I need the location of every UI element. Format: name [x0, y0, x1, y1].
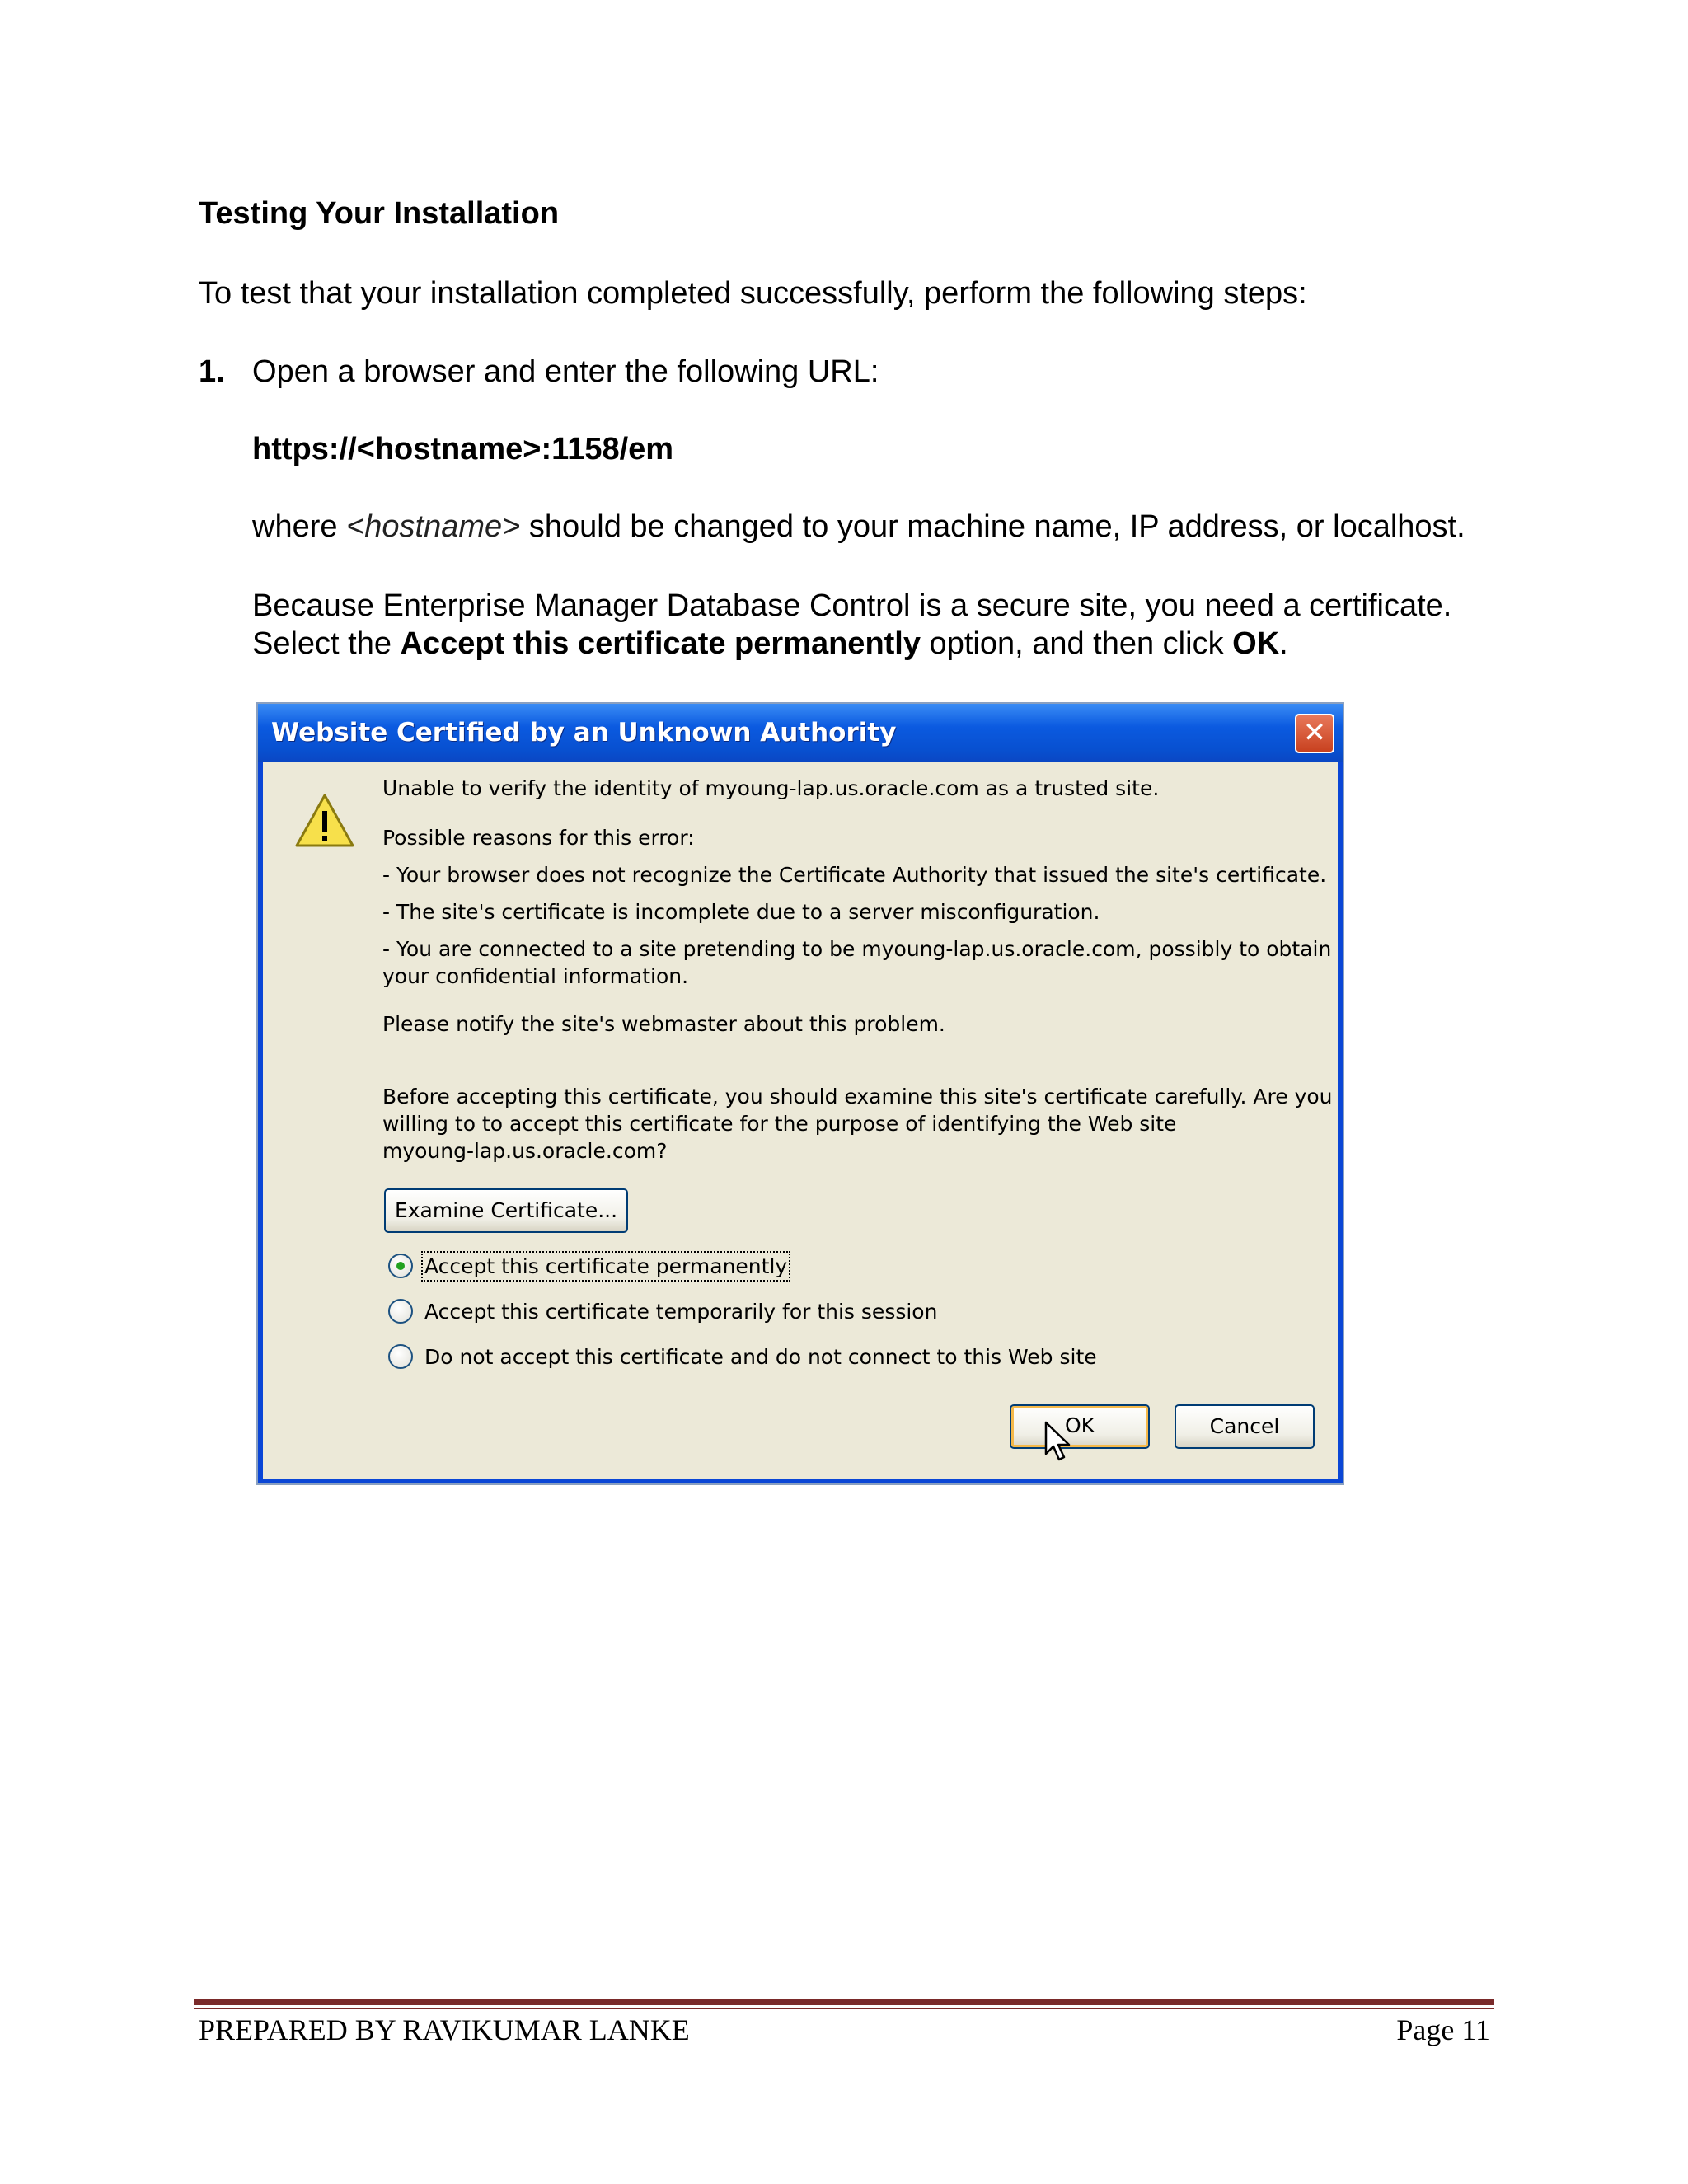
close-icon[interactable]: ✕ [1295, 714, 1334, 753]
reason-3-line-1: - You are connected to a site pretending to be myoung-lap.us.oracle.com, possibly to obtain [382, 937, 1332, 961]
radio-label[interactable]: Do not accept this certificate and do not connect to this Web site [424, 1345, 1097, 1369]
unable-text: Unable to verify the identity of myoung-lap.us.oracle.com as a trusted site. [382, 776, 1160, 800]
before-line-1: Before accepting this certificate, you should examine this site's certificate carefully. Are you [382, 1085, 1333, 1108]
dialog-client-area [263, 762, 1338, 1479]
because-end: . [1279, 626, 1288, 661]
where-paragraph [252, 508, 1465, 546]
dialog-titlebar[interactable] [258, 704, 1343, 762]
hostname-placeholder: <hostname> [346, 509, 521, 544]
because-paragraph [252, 587, 1451, 663]
where-prefix: where [252, 509, 347, 544]
because-prefix: Select the [252, 626, 401, 661]
radio-button-checked[interactable] [388, 1254, 413, 1278]
intro-paragraph: To test that your installation completed successfully, perform the following steps: [199, 276, 1307, 311]
section-heading: Testing Your Installation [199, 196, 560, 231]
before-line-2: willing to to accept this certificate for the purpose of identifying the Web site [382, 1112, 1177, 1136]
step-text: Open a browser and enter the following URL: [252, 354, 879, 389]
where-suffix: should be changed to your machine name, IP address, or localhost. [520, 509, 1465, 544]
examine-certificate-button[interactable]: Examine Certificate... [384, 1188, 628, 1233]
radio-button[interactable] [388, 1299, 413, 1324]
step-number: 1. [199, 354, 225, 389]
warning-icon [294, 793, 355, 849]
before-line-3: myoung-lap.us.oracle.com? [382, 1139, 668, 1163]
reason-1: - Your browser does not recognize the Certificate Authority that issued the site's certificate. [382, 863, 1327, 887]
dialog-title: Website Certified by an Unknown Authority [271, 718, 897, 748]
radio-button[interactable] [388, 1344, 413, 1369]
footer-rule-thick [194, 1999, 1494, 2005]
radio-label[interactable]: Accept this certificate permanently [424, 1254, 788, 1278]
option-name: Accept this certificate permanently [400, 626, 921, 661]
because-line-1: Because Enterprise Manager Database Control is a secure site, you need a certificate. [252, 588, 1452, 623]
reason-3-line-2: your confidential information. [382, 964, 689, 988]
because-mid: option, and then click [921, 626, 1233, 661]
reason-2: - The site's certificate is incomplete due to a server misconfiguration. [382, 900, 1100, 924]
radio-label[interactable]: Accept this certificate temporarily for this session [424, 1300, 938, 1324]
url-text: https://<hostname>:1158/em [252, 432, 674, 466]
cancel-button[interactable]: Cancel [1175, 1404, 1315, 1449]
mouse-pointer-icon [1044, 1421, 1072, 1462]
footer-author: PREPARED BY RAVIKUMAR LANKE [199, 2013, 690, 2046]
ok-button[interactable]: OK [1010, 1404, 1150, 1449]
page-number: Page 11 [1396, 2013, 1490, 2046]
certificate-dialog [256, 702, 1344, 1485]
notify-text: Please notify the site's webmaster about this problem. [382, 1012, 945, 1036]
because-line-2 [252, 625, 1451, 663]
ok-word: OK [1232, 626, 1280, 661]
radio-dot [396, 1262, 405, 1270]
reasons-header: Possible reasons for this error: [382, 826, 695, 850]
footer-rule-thin [194, 2008, 1494, 2009]
